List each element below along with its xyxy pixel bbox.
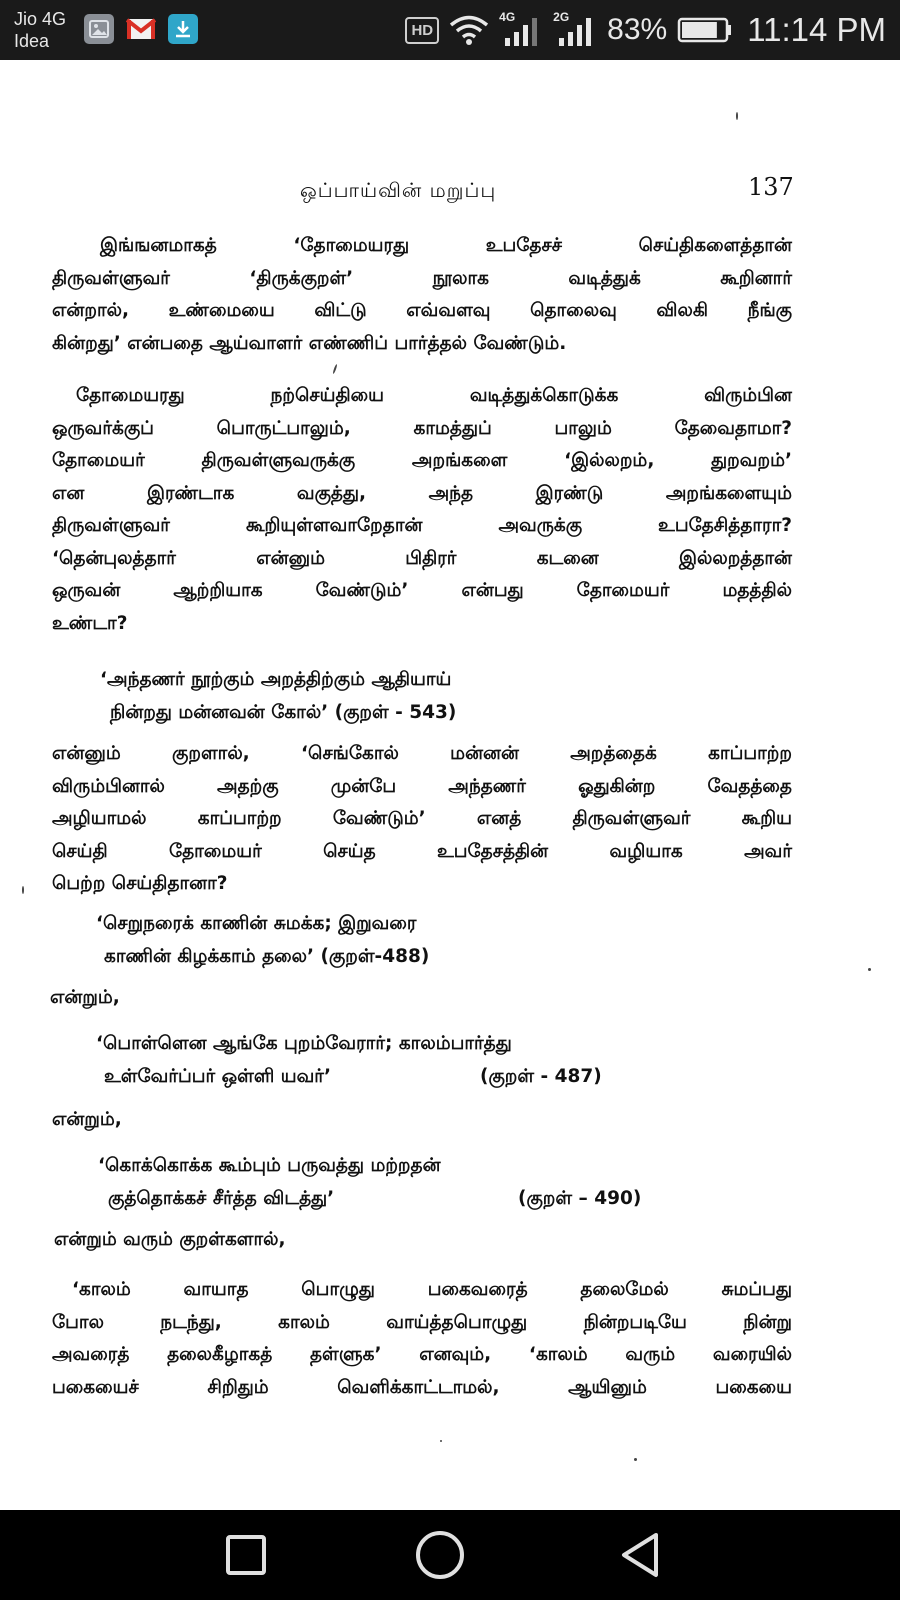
kural-reference: (குறள் - 487) xyxy=(480,1065,602,1087)
text-line: போல நடந்து, காலம் வாய்த்தபொழுது நின்றபடியே நின்று xyxy=(52,1311,792,1333)
text-line: ‘தென்புலத்தார் என்னும் பிதிரர் கடனை இல்லறத்தான் xyxy=(52,547,792,569)
scan-speck xyxy=(440,1440,442,1442)
kural-text: உள்வேர்ப்பர் ஒள்ளி யவர்’ xyxy=(104,1065,331,1087)
page-number: 137 xyxy=(748,173,794,201)
status-bar xyxy=(0,0,900,60)
download-icon xyxy=(168,14,198,44)
text-line: உண்டா? xyxy=(52,612,128,634)
text-line: ‘காலம் வாயாத பொழுது பகைவரைத் தலைமேல் சுமப்பது xyxy=(72,1279,792,1300)
text-line: செய்தி தோமையர் செய்த உபதேசத்தின் வழியாக அவர் xyxy=(52,840,792,862)
text-line: திருவள்ளுவர் கூறியுள்ளவாறேதான் அவருக்கு உபதேசித்தாரா? xyxy=(52,515,792,536)
kural-quote-4 xyxy=(98,1150,642,1215)
text-line: என இரண்டாக வகுத்து, அந்த இரண்டு அறங்களையும் xyxy=(52,482,792,504)
text-line: என்றால், உண்மையை விட்டு எவ்வளவு தொலைவு விலகி நீங்கு xyxy=(52,300,792,321)
text-line: விரும்பினால் அதற்கு முன்பே அந்தணர் ஓதுகின்ற வேதத்தை xyxy=(52,775,792,797)
text-line: பெற்ற செய்திதானா? xyxy=(52,873,228,894)
network-type-2g: 2G xyxy=(553,10,570,24)
scan-speck xyxy=(22,886,24,894)
carrier-line2: Idea xyxy=(14,31,50,51)
text-line: தோமையர் திருவள்ளுவருக்கு அறங்களை ‘இல்லறம், துறவறம்’ xyxy=(52,450,792,471)
text-line: ஒருவன் ஆற்றியாக வேண்டும்’ என்பது தோமையர் மதத்தில் xyxy=(52,580,792,601)
kural-line-2 xyxy=(96,1061,602,1094)
recents-button[interactable] xyxy=(218,1530,274,1580)
signal-bars-icon xyxy=(499,12,543,48)
kural-line: ‘அந்தணர் நூற்கும் அறத்திற்கும் ஆதியாய் xyxy=(100,669,452,690)
status-indicators xyxy=(405,10,886,50)
notification-icons xyxy=(84,14,198,44)
back-triangle-icon xyxy=(616,1531,664,1579)
gallery-icon xyxy=(84,14,114,44)
signal-2g-indicator xyxy=(553,12,597,48)
home-button[interactable] xyxy=(412,1530,468,1580)
text-line: ஒருவர்க்குப் பொருட்பாலும், காமத்துப் பாலும் தேவைதாமா? xyxy=(52,417,792,439)
kural-line: ‘கொக்கொக்க கூம்பும் பருவத்து மற்றதன் xyxy=(98,1155,441,1176)
text-line: என்னும் குறளால், ‘செங்கோல் மன்னன் அறத்தைக் காப்பாற்ற xyxy=(52,743,792,764)
kural-line: நின்றது மன்னவன் கோல்’ (குறள் - 543) xyxy=(110,701,457,723)
signal-bars-icon xyxy=(553,12,597,48)
battery-icon xyxy=(677,16,733,44)
text-line: இங்ஙனமாகத் ‘தோமையரது உபதேசச் செய்திகளைத்தான் xyxy=(100,235,792,256)
gmail-icon xyxy=(126,14,156,44)
scan-speck xyxy=(332,364,337,374)
recents-square-icon xyxy=(224,1533,268,1577)
home-circle-icon xyxy=(414,1529,466,1581)
paragraph-3 xyxy=(52,738,792,901)
text-line: திருவள்ளுவர் ‘திருக்குறள்’ நூலாக வடித்துக் கூறினார் xyxy=(52,267,792,289)
paragraph-4 xyxy=(52,1274,792,1404)
connector-text: என்றும், xyxy=(50,987,120,1008)
hd-voice-badge: HD xyxy=(405,17,439,44)
connector-text: என்றும் வரும் குறள்களால், xyxy=(54,1229,286,1250)
connector-text: என்றும், xyxy=(52,1109,122,1130)
scan-speck xyxy=(736,112,738,120)
clock: 11:14 PM xyxy=(747,11,886,48)
text-line: தோமையரது நற்செய்தியை வடித்துக்கொடுக்க விரும்பின xyxy=(76,385,792,406)
kural-quote-2 xyxy=(96,908,429,973)
kural-line: ‘பொள்ளென ஆங்கே புறம்வேரார்; காலம்பார்த்து xyxy=(96,1033,512,1054)
kural-line: காணின் கிழக்காம் தலை’ (குறள்-488) xyxy=(104,945,430,967)
text-line: பகையைச் சிறிதும் வெளிக்காட்டாமல், ஆயினும் பகையை xyxy=(52,1376,792,1398)
page-header-title: ஒப்பாய்வின் மறுப்பு xyxy=(300,178,497,202)
back-button[interactable] xyxy=(612,1530,668,1580)
kural-line: ‘செறுநரைக் காணின் சுமக்க; இறுவரை xyxy=(96,913,417,934)
scan-speck xyxy=(868,968,871,971)
text-line: அழியாமல் காப்பாற்ற வேண்டும்’ எனத் திருவள்ளுவர் கூறிய xyxy=(52,808,792,829)
network-type-4g: 4G xyxy=(499,10,516,24)
carrier-info xyxy=(14,8,66,52)
scan-speck xyxy=(634,1458,637,1461)
signal-4g-indicator xyxy=(499,12,543,48)
text-line: அவரைத் தலைகீழாகத் தள்ளுக’ எனவும், ‘காலம் வரும் வரையில் xyxy=(52,1344,792,1365)
kural-line-2 xyxy=(98,1183,642,1216)
navigation-bar xyxy=(0,1510,900,1600)
document-page xyxy=(0,60,900,1510)
kural-text: குத்தொக்கச் சீர்த்த விடத்து’ xyxy=(108,1187,335,1209)
kural-reference: (குறள் – 490) xyxy=(518,1187,642,1209)
paragraph-1 xyxy=(52,230,792,360)
kural-quote-3 xyxy=(96,1028,602,1093)
text-line: கின்றது’ என்பதை ஆய்வாளர் எண்ணிப் பார்த்தல் வேண்டும். xyxy=(52,332,567,354)
battery-percent: 83% xyxy=(607,13,668,46)
wifi-icon xyxy=(449,14,489,46)
paragraph-2 xyxy=(52,380,792,640)
kural-quote-1 xyxy=(100,664,456,729)
carrier-line1: Jio 4G xyxy=(14,9,67,29)
